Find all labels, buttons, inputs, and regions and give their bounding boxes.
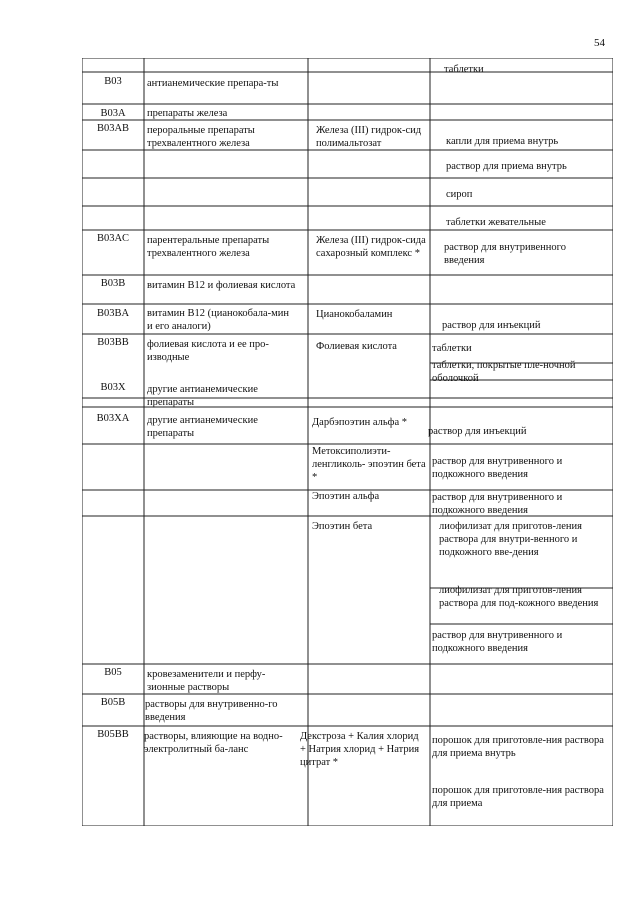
drug-cell: Фолиевая кислота — [316, 341, 397, 352]
form-cell: раствор для внутривенного введения — [444, 242, 566, 266]
form-cell: капли для приема внутрь — [446, 136, 559, 147]
group-cell: антианемические препара-ты — [147, 78, 279, 89]
drug-cell: Железа (III) гидрок-сид полимальтозат — [316, 125, 422, 149]
drug-table — [82, 58, 613, 826]
group-cell: другие антианемические препараты — [147, 384, 258, 408]
form-cell: лиофилизат для приготов-ления раствора для внутри-венного и подкожного вве-дения — [439, 521, 582, 558]
form-cell: порошок для приготовле-ния раствора для приема внутрь — [432, 735, 604, 759]
drug-cell: Декстроза + Калия хлорид + Натрия хлорид + Натрия цитрат * — [300, 731, 420, 768]
form-cell: раствор для внутривенного и подкожного введения — [432, 492, 563, 516]
group-cell: другие антианемические препараты — [147, 415, 258, 439]
code-cell: B03AB — [96, 123, 130, 134]
form-cell: таблетки, покрытые пле-ночной оболочкой — [432, 360, 576, 384]
code-cell: B05BB — [97, 729, 129, 740]
code-cell: B03BA — [96, 308, 130, 319]
drug-cell: Метоксиполиэти-ленгликоль- эпоэтин бета * — [312, 446, 426, 483]
form-cell: раствор для внутривенного и подкожного введения — [432, 630, 563, 654]
form-cell: лиофилизат для приготов-ления раствора для под-кожного введения — [439, 585, 599, 609]
code-cell: B03X — [100, 382, 126, 393]
drug-cell: Железа (III) гидрок-сида сахарозный комплекс * — [316, 235, 426, 259]
form-cell: таблетки — [444, 64, 484, 75]
drug-cell: Эпоэтин бета — [312, 521, 373, 532]
code-cell: B03 — [104, 76, 122, 87]
form-cell: таблетки — [432, 343, 472, 354]
form-cell: таблетки жевательные — [446, 217, 546, 228]
drug-cell: Цианокобаламин — [316, 309, 393, 320]
form-cell: раствор для приема внутрь — [446, 161, 567, 172]
code-cell: B03BB — [97, 337, 129, 348]
code-cell: B03A — [100, 108, 126, 119]
group-cell: кровезаменители и перфу-зионные растворы — [147, 669, 266, 693]
group-cell: витамин B12 и фолиевая кислота — [147, 280, 296, 291]
group-cell: растворы, влияющие на водно-электролитный ба-ланс — [144, 731, 283, 755]
code-cell: B03XA — [96, 413, 130, 424]
form-cell: сироп — [446, 189, 473, 200]
group-cell: препараты железа — [147, 108, 228, 119]
page-number: 54 — [594, 37, 605, 49]
code-cell: B05B — [100, 697, 126, 708]
form-cell: порошок для приготовле-ния раствора для приема — [432, 785, 604, 809]
form-cell: раствор для инъекций — [442, 320, 541, 331]
form-cell: раствор для инъекций — [428, 426, 527, 437]
group-cell: витамин B12 (цианокобала-мин и его аналоги) — [147, 308, 290, 332]
code-cell: B05 — [104, 667, 122, 678]
drug-cell: Дарбэпоэтин альфа * — [312, 417, 407, 428]
group-cell: фолиевая кислота и ее про-изводные — [147, 339, 269, 363]
group-cell: парентеральные препараты трехвалентного железа — [147, 235, 270, 259]
code-cell: B03AC — [96, 233, 130, 244]
drug-cell: Эпоэтин альфа — [312, 491, 380, 502]
group-cell: пероральные препараты трехвалентного железа — [147, 125, 255, 149]
form-cell: раствор для внутривенного и подкожного введения — [432, 456, 563, 480]
code-cell: B03B — [100, 278, 126, 289]
group-cell: растворы для внутривенно-го введения — [145, 699, 278, 723]
